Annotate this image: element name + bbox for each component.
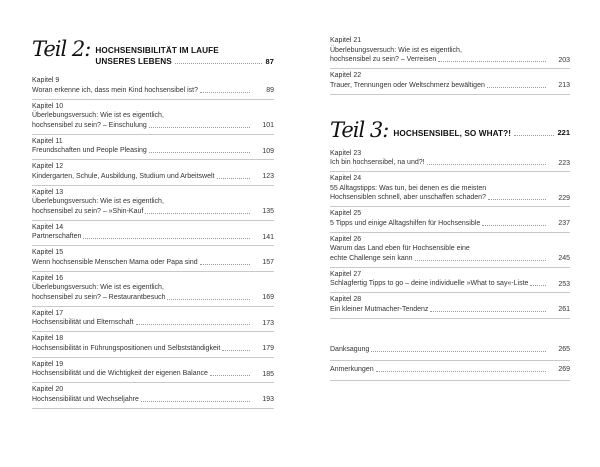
toc-title-line: echte Challenge sein kann <box>330 254 413 262</box>
toc-chapter-label: Kapitel 9 <box>32 77 60 84</box>
toc-leader-dots <box>438 55 546 62</box>
toc-page-number: 223 <box>558 159 570 167</box>
toc-entry[interactable] <box>32 246 274 272</box>
toc-title-line: Woran erkenne ich, dass mein Kind hochsensibel ist? <box>32 86 199 94</box>
right-top-toc-list <box>330 34 570 95</box>
toc-leader-dots <box>217 172 250 179</box>
toc-page-number: 269 <box>558 366 570 373</box>
toc-page-number: 265 <box>558 346 570 353</box>
toc-chapter-label: Kapitel 28 <box>330 296 362 303</box>
right-extras-list <box>330 341 570 381</box>
toc-entry[interactable] <box>32 74 274 100</box>
toc-leader-dots <box>210 369 250 376</box>
part-3-title: HOCHSENSIBEL, SO WHAT?! <box>393 128 512 138</box>
toc-title-line: Überlebungsversuch: Wie ist es eigentlich, <box>32 112 164 119</box>
toc-title-line: Überlebungsversuch: Wie ist es eigentlich, <box>32 198 164 205</box>
toc-title-line: 5 Tipps und einige Alltagshilfen für Hochsensible <box>330 219 481 227</box>
toc-title-line: 55 Alltagstipps: Was tun, bei denen es die meisten <box>330 184 487 192</box>
left-toc-list <box>32 74 274 409</box>
toc-title-line: Hochsensibilität in Führungspositionen und Selbstständigkeit <box>32 344 221 352</box>
toc-title-line: Überlebungsversuch: Wie ist es eigentlich, <box>330 46 462 54</box>
toc-page-number: 109 <box>262 147 274 155</box>
toc-title-line: Überlebungsversuch: Wie ist es eigentlich, <box>32 284 164 291</box>
toc-leader-dots <box>149 121 250 128</box>
toc-page-number: 179 <box>262 345 274 352</box>
part-3-page: 221 <box>557 127 570 137</box>
toc-leader-dots <box>430 305 546 312</box>
toc-entry[interactable] <box>32 383 274 409</box>
toc-leader-dots <box>530 279 546 286</box>
toc-leader-dots <box>141 395 250 402</box>
toc-entry[interactable] <box>32 221 274 247</box>
toc-entry[interactable] <box>32 160 274 186</box>
toc-chapter-label: Kapitel 22 <box>330 72 362 79</box>
toc-entry[interactable] <box>32 186 274 221</box>
toc-title-line: Ich bin hochsensibel, na und?! <box>330 159 425 166</box>
toc-entry[interactable] <box>330 293 570 319</box>
toc-leader-dots <box>487 81 546 88</box>
toc-title-line: Wenn hochsensible Menschen Mama oder Papa sind <box>32 258 198 266</box>
toc-chapter-label: Kapitel 20 <box>32 386 64 393</box>
toc-chapter-label: Kapitel 15 <box>32 249 64 256</box>
toc-entry[interactable] <box>330 147 570 173</box>
toc-chapter-label: Kapitel 14 <box>32 223 64 231</box>
right-page <box>330 0 570 467</box>
toc-title-line: Hochsensibilität und die Wichtigkeit der eigenen Balance <box>32 370 208 377</box>
toc-chapter-label: Kapitel 26 <box>330 235 362 243</box>
toc-page-number: 261 <box>558 306 570 313</box>
toc-leader-dots <box>200 258 250 265</box>
toc-title-line: hochsensibel zu sein? – Einschulung <box>32 121 147 129</box>
toc-leader-dots <box>415 254 546 261</box>
toc-leader-dots <box>149 146 250 153</box>
toc-page-number: 141 <box>262 233 274 241</box>
toc-page-number: 173 <box>262 319 274 327</box>
toc-page-number: 245 <box>558 255 570 262</box>
left-page <box>32 0 274 467</box>
toc-entry[interactable] <box>32 135 274 161</box>
toc-leader-dots <box>200 86 250 93</box>
toc-title-line: Hochsensibilität und Wechseljahre <box>32 395 139 403</box>
toc-entry[interactable] <box>330 207 570 233</box>
part-3-script-label: Teil 3: <box>330 117 389 142</box>
part-2-heading <box>32 37 274 67</box>
toc-extra-entry[interactable] <box>330 361 570 381</box>
toc-page-number: 193 <box>262 396 274 403</box>
toc-leader-dots <box>482 219 546 226</box>
toc-chapter-label: Kapitel 24 <box>330 175 362 182</box>
toc-title-line: Hochsensiblen schnell, aber unschaffen schaden? <box>330 194 486 201</box>
toc-page-number: 123 <box>262 173 274 180</box>
toc-extra-entry[interactable] <box>330 341 570 361</box>
toc-title-line: Kindergarten, Schule, Ausbildung, Studium und Arbeitswelt <box>32 172 215 180</box>
toc-page-number: 135 <box>262 208 274 215</box>
part-2-title-line1: HOCHSENSIBILITÄT IM LAUFE <box>95 46 219 55</box>
toc-leader-dots <box>488 193 546 200</box>
toc-leader-dots <box>427 158 546 165</box>
part-3-heading <box>330 117 570 142</box>
toc-chapter-label: Kapitel 10 <box>32 102 64 110</box>
toc-page-number: 253 <box>558 280 570 288</box>
toc-entry[interactable] <box>330 69 570 95</box>
toc-chapter-label: Kapitel 11 <box>32 137 63 145</box>
toc-page-number: 229 <box>558 194 570 202</box>
toc-entry[interactable] <box>330 172 570 207</box>
toc-chapter-label: Kapitel 19 <box>32 360 64 368</box>
toc-extra-label: Anmerkungen <box>330 365 374 373</box>
toc-entry[interactable] <box>32 272 274 307</box>
toc-chapter-label: Kapitel 12 <box>32 163 64 170</box>
toc-leader-dots <box>83 232 250 239</box>
toc-leader-dots <box>136 318 250 325</box>
toc-page-number: 157 <box>262 259 274 266</box>
toc-title-line: hochsensibel zu sein? – Restaurantbesuch <box>32 293 166 301</box>
toc-chapter-label: Kapitel 13 <box>32 188 64 196</box>
toc-entry[interactable] <box>330 34 570 69</box>
toc-title-line: hochsensibel zu sein? – »Shin-Kauf <box>32 207 144 215</box>
toc-page-number: 101 <box>262 122 274 129</box>
toc-page-number: 89 <box>266 87 274 94</box>
toc-leader-dots <box>371 345 546 352</box>
toc-entry[interactable] <box>330 268 570 294</box>
toc-chapter-label: Kapitel 25 <box>330 210 362 217</box>
toc-title-line: Warum das Land eben für Hochsensible eine <box>330 245 470 252</box>
toc-chapter-label: Kapitel 27 <box>330 270 362 278</box>
toc-page-number: 203 <box>558 56 570 64</box>
toc-title-line: Trauer, Trennungen oder Weltschmerz bewältigen <box>330 81 485 89</box>
toc-leader-dots <box>222 344 250 351</box>
toc-title-line: Hochsensibilität und Elternschaft <box>32 319 134 326</box>
toc-leader-dots <box>167 293 250 300</box>
toc-entry[interactable] <box>32 100 274 135</box>
toc-title-line: Ein kleiner Mutmacher-Tendenz <box>330 305 429 313</box>
part-2-title-line2: UNSERES LEBENS <box>95 57 172 66</box>
toc-page-number: 169 <box>262 294 274 301</box>
toc-chapter-label: Kapitel 21 <box>330 37 362 44</box>
toc-title-line: Partnerschaften <box>32 233 82 240</box>
toc-title-line: Freundschaften und People Pleasing <box>32 147 147 154</box>
toc-entry[interactable] <box>32 358 274 384</box>
toc-leader-dots <box>376 365 546 372</box>
toc-chapter-label: Kapitel 18 <box>32 335 64 342</box>
toc-chapter-label: Kapitel 23 <box>330 149 362 157</box>
toc-entry[interactable] <box>330 233 570 268</box>
toc-page-number: 185 <box>262 370 274 378</box>
toc-chapter-label: Kapitel 16 <box>32 274 64 282</box>
toc-page-number: 237 <box>558 220 570 227</box>
part-2-script-label: Teil 2: <box>32 37 91 61</box>
toc-leader-dots <box>145 207 250 214</box>
toc-page-number: 213 <box>558 82 570 89</box>
toc-chapter-label: Kapitel 17 <box>32 309 64 317</box>
right-toc-list <box>330 147 570 319</box>
toc-title-line: hochsensibel zu sein? – Verreisen <box>330 56 437 63</box>
toc-extra-label: Danksagung <box>330 345 370 353</box>
toc-title-line: Schlagfertig Tipps to go – deine individuelle »What to say«-Liste <box>330 280 529 287</box>
toc-entry[interactable] <box>32 332 274 358</box>
toc-entry[interactable] <box>32 307 274 333</box>
part-2-page: 87 <box>265 57 274 66</box>
